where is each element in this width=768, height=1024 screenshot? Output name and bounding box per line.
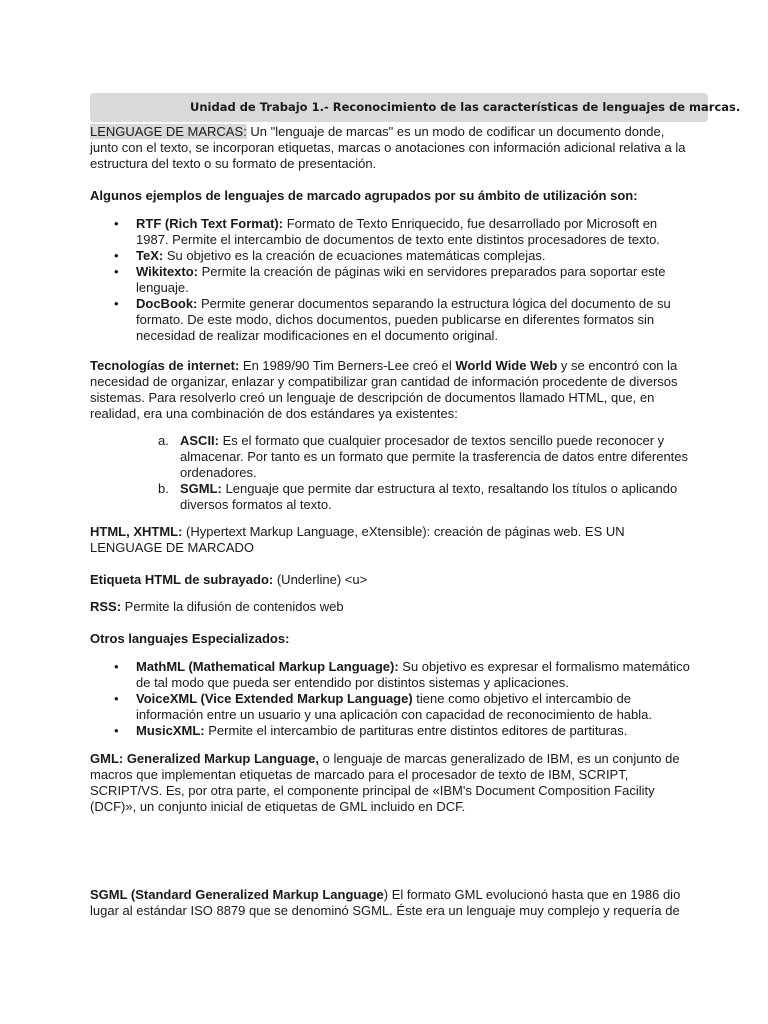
list-item: • MusicXML: Permite el intercambio de partituras entre distintos editores de partituras. bbox=[90, 723, 690, 739]
intro-term: LENGUAGE DE MARCAS: bbox=[90, 124, 247, 139]
rss-paragraph: RSS: Permite la difusión de contenidos web bbox=[90, 599, 344, 614]
list-item: • VoiceXML (Vice Extended Markup Language) tiene como objetivo el intercambio de información entre un usuario y una aplicación con capacidad de reconocimiento de habla. bbox=[90, 691, 690, 723]
internet-paragraph: Tecnologías de internet: En 1989/90 Tim Berners-Lee creó el World Wide Web y se encontró con la necesidad de organizar, enlazar y compatibilizar gran cantidad de información procedente de diversos sistemas. Para resolverlo creó un lenguaje de descripción de documentos llamado HTML, que, en realidad, era una combinación de dos estándares ya existentes: bbox=[90, 358, 678, 421]
list-item: a. ASCII: Es el formato que cualquier procesador de textos sencillo puede reconocer y almacenar. Por tanto es un formato que permite la trasferencia de datos entre diferentes ordenadores. bbox=[158, 433, 689, 480]
standards-list bbox=[90, 433, 690, 513]
intro-paragraph bbox=[90, 124, 690, 172]
others-list bbox=[90, 659, 690, 739]
others-heading: Otros languajes Especializados: bbox=[90, 631, 290, 646]
list-item: • MathML (Mathematical Markup Language): Su objetivo es expresar el formalismo matemático de tal modo que pueda ser entendido por distintos sistemas y aplicaciones. bbox=[90, 659, 690, 691]
intro-text: Un "lenguaje de marcas" es un modo de codificar un documento donde, junto con el texto, se incorporan etiquetas, marcas o anotaciones con información adicional relativa a la estructura del texto o su formato de presentación. bbox=[90, 124, 686, 171]
sgml-paragraph: SGML (Standard Generalized Markup Language) El formato GML evolucionó hasta que en 1986 dio lugar al estándar ISO 8879 que se denominó SGML. Éste era un lenguaje muy complejo y requería de bbox=[90, 887, 681, 918]
page-title: Unidad de Trabajo 1.- Reconocimiento de las características de lenguajes de marcas. bbox=[190, 100, 741, 114]
list-item: • DocBook: Permite generar documentos separando la estructura lógica del documento de su formato. De este modo, dichos documentos, pueden publicarse en diferentes formatos sin necesidad de realizar modificaciones en el documento original. bbox=[90, 296, 690, 344]
list-item: b. SGML: Lenguaje que permite dar estructura al texto, resaltando los títulos o aplicando diversos formatos al texto. bbox=[158, 481, 678, 512]
examples-list bbox=[90, 216, 690, 344]
html-xhtml-paragraph: HTML, XHTML: (Hypertext Markup Language, eXtensible): creación de páginas web. ES UN LENGUAGE DE MARCADO bbox=[90, 524, 625, 555]
underline-paragraph: Etiqueta HTML de subrayado: (Underline) <u> bbox=[90, 572, 368, 587]
list-item: • TeX: Su objetivo es la creación de ecuaciones matemáticas complejas. bbox=[90, 248, 690, 264]
list-item: • RTF (Rich Text Format): Formato de Texto Enriquecido, fue desarrollado por Microsoft en 1987. Permite el intercambio de documentos de texto ente distintos procesadores de texto. bbox=[90, 216, 690, 248]
header-bar bbox=[90, 93, 741, 122]
list-item: • Wikitexto: Permite la creación de páginas wiki en servidores preparados para soportar este lenguaje. bbox=[90, 264, 690, 296]
gml-paragraph: GML: Generalized Markup Language, o lenguaje de marcas generalizado de IBM, es un conjunto de macros que implementan etiquetas de marcado para el procesador de texto de IBM, SCRIPT, SCRIPT/VS. Es, por otra parte, el componente principal de «IBM's Document Composition Facility (DCF)», un conjunto inicial de etiquetas de GML incluido en DCF. bbox=[90, 751, 680, 814]
examples-heading: Algunos ejemplos de lenguajes de marcado agrupados por su ámbito de utilización son: bbox=[90, 188, 638, 203]
